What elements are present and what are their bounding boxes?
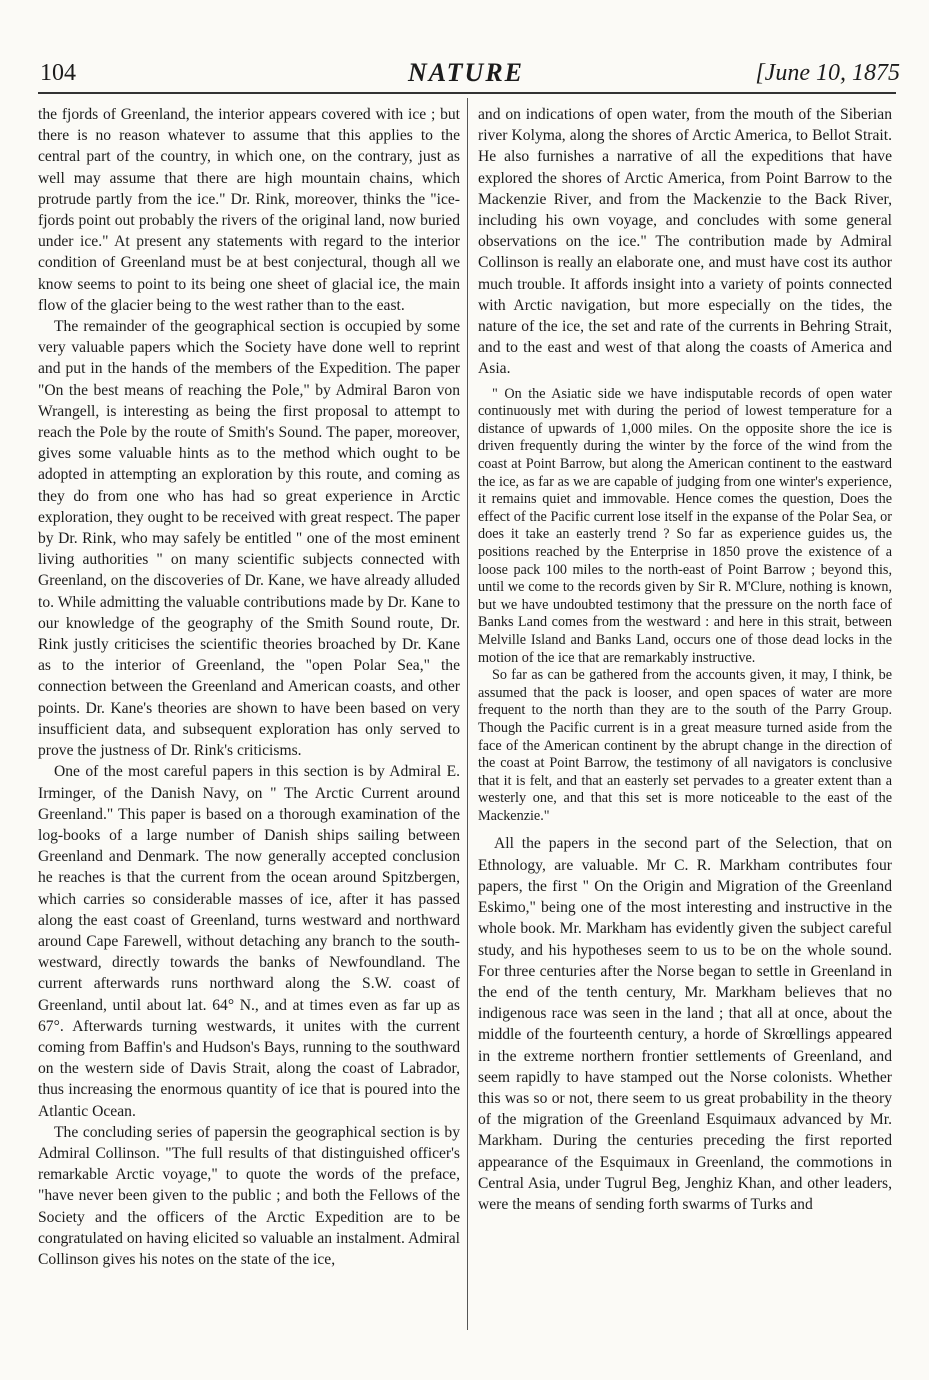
block-quote — [478, 386, 892, 826]
paragraph: and on indications of open water, from the mouth of the Siberian river Kolyma, along the shores of Arctic America, to Bellot Strait. He also furnishes a narrative of all the expeditions that have explored the shores of Arctic America, from Point Barrow to the Mackenzie River, and from the Mackenzie to the Back River, including his own voyage, and concludes with some general observations on the ice." The contribution made by Admiral Collinson is really an elaborate one, and must have cost its author much trouble. It affords insight into a variety of points connected with Arctic navigation, but more especially on the tides, the nature of the ice, the set and rate of the currents in Behring Strait, and to the east and west of that along the coasts of America and Asia. — [478, 106, 892, 378]
paragraph: All the papers in the second part of the Selection, that on Ethnology, are valuable. Mr C. R. Markham contributes four papers, the first " On the Origin and Migration of the Greenland Eskimo," being one of the most interesting and instructive in the whole book. Mr. Markham has evidently given the subject careful study, and his hypotheses seem to us to be on the whole sound. For three centuries after the Norse began to settle in Greenland in the end of the tenth century, Mr. Markham believes that no indigenous race was seen in the land ; that all at once, about the middle of the fourteenth century, a horde of Skrœllings appeared in the extreme northern frontier settlements of Greenland, and seem rapidly to have stamped out the Norse colonists. Whether this was so or not, there seem to us great probability in the theory of the migration of the Greenland Esquimaux advanced by Mr. Markham. During the centuries preceding the first reported appearance of the Esquimaux in Greenland, the commotions in Central Asia, under Tugrul Beg, Jenghiz Khan, and other leaders, were the means of sending forth swarms of Turks and — [478, 835, 892, 1213]
page-header — [32, 58, 900, 92]
paragraph: the fjords of Greenland, the interior appears covered with ice ; but there is no reason whatever to assume that this applies to the central part of the country, in which one, on the contrary, just as well may assume that there are high mountain chains, which protrude partly from the ice." Dr. Rink, moreover, thinks the "ice-fjords point out probably the rivers of the original land, now buried under ice." At present any statements with regard to the interior condition of Greenland must be at best conjectural, though all we know seems to point to its being one sheet of glacial ice, the main flow of the glacier being to the west rather than to the east. — [38, 106, 460, 314]
paragraph: The remainder of the geographical section is occupied by some very valuable papers which the Society have done well to reprint and put in the hands of the members of the Expedition. The paper "On the best means of reaching the Pole," by Admiral Baron von Wrangell, is interesting as being the first proposal to attempt to reach the Pole by the route of Smith's Sound. The paper, moreover, gives some valuable hints as to the method which ought to be adopted in attempting an exploration by this route, and coming as they do from one who has had so great experience in Arctic exploration, they ought to be received with great respect. The paper by Dr. Rink, who may safely be entitled " one of the most eminent living authorities " on many scientific subjects connected with Greenland, on the discoveries of Dr. Kane, we have already alluded to. While admitting the valuable contributions made by Dr. Kane to our knowledge of the geography of the Smith Sound route, Dr. Rink justly criticises the scientific theories broached by Dr. Kane as to the interior of Greenland, the "open Polar Sea," the connection between the Greenland and American coasts, and other points. Dr. Kane's theories are shown to have been based on very insufficient data, and subsequent exploration has only served to prove the justness of Dr. Rink's criticisms. — [38, 318, 460, 760]
journal-title: NATURE — [407, 58, 525, 87]
issue-date: [June 10, 1875 — [755, 60, 900, 86]
quote-paragraph: " On the Asiatic side we have indisputable records of open water continuously met with during the period of lowest temperature for a distance of upwards of 1,000 miles. On the opposite shore the ice is driven frequently during the winter by the force of the wind from the coast at Point Barrow, but along the American continent to the eastward the ice, as far as we are capable of judging from one winter's experience, it remains quiet and immovable. Hence comes the question, Does the effect of the Pacific current lose itself in the expanse of the Polar Sea, or does it take an easterly trend ? So far as experience guides us, the positions reached by the Enterprise in 1850 prove the existence of a loose pack 100 miles to the north-east of Point Barrow ; beyond this, until we come to the records given by Sir R. M'Clure, nothing is known, but we have undoubted testimony that the pressure on the north face of Banks Land comes from the westward : and here in this strait, between Melville Island and Banks Land, occurs one of those dead locks in the motion of the ice that are remarkably instructive. — [478, 385, 892, 666]
column-divider — [467, 98, 468, 1330]
left-column — [38, 104, 460, 1270]
right-column — [478, 104, 892, 1215]
quote-paragraph: So far as can be gathered from the accounts given, it may, I think, be assumed that the pack is looser, and open spaces of water are more frequent to the north than they are to the south of the Parry Group. Though the Pacific current is in a great measure turned aside from the face of the American continent by the abrupt change in the direction of the coast at Point Barrow, the testimony of all navigators is conclusive that it is felt, and that an easterly set pervades to a greater extent than a westerly one, and that this set is more noticeable to the east of the Mackenzie." — [478, 667, 892, 824]
paragraph: The concluding series of papersin the geographical section is by Admiral Collinson. "The full results of that distinguished officer's remarkable Arctic voyage," to quote the words of the preface, "have never been given to the public ; and both the Fellows of the Society and the officers of the Arctic Expedition are to be congratulated on having elicited so valuable an instalment. Admiral Collinson gives his notes on the state of the ice, — [38, 1123, 460, 1268]
header-rule — [38, 92, 896, 94]
page-number: 104 — [40, 60, 76, 86]
paragraph: One of the most careful papers in this section is by Admiral E. Irminger, of the Danish Navy, on " The Arctic Current around Greenland." This paper is based on a thorough examination of the log-books of a large number of Danish ships sailing between Greenland and Denmark. The now generally accepted conclusion he reaches is that the current from the ocean around Spitzbergen, which carries so considerable masses of ice, after it has passed along the east coast of Greenland, turns westward and northward around Cape Farewell, without detaching any branch to the south-westward, directly towards the banks of Newfoundland. The current afterwards runs northward along the S.W. coast of Greenland, until about lat. 64° N., and at times even as far up as 67°. Afterwards turning westwards, it unites with the current coming from Baffin's and Hudson's Bays, running to the southward on the western side of Davis Strait, along the coast of Labrador, thus increasing the enormous quantity of ice that is poured into the Atlantic Ocean. — [38, 763, 460, 1120]
